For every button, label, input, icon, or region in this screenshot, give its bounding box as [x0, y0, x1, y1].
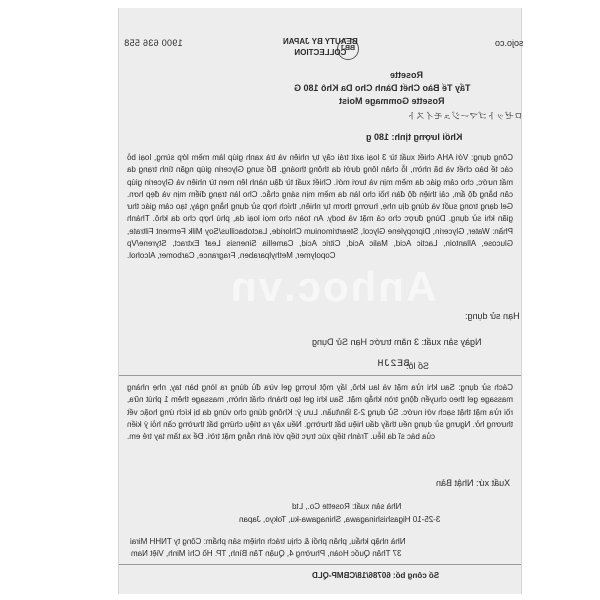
product-brand: Rosette: [390, 70, 424, 80]
lot-number: BE2JH: [377, 359, 410, 370]
importer-line-1: Nhà nhập khẩu, phân phối & chịu trách nhiệm sản phẩm: Công ty TNHH Mirai: [130, 537, 406, 546]
manufacture-date: Ngày sản xuất: 3 năm trước Hạn Sử Dụng: [312, 337, 482, 347]
label-sticker: [118, 8, 522, 594]
watermark-logo: Anhoc.vn: [229, 263, 437, 310]
product-name-ja: ロゼットゴマージュモイスト: [407, 111, 523, 121]
footer-divider: [119, 564, 521, 565]
brand-line-2: COLLECTION: [294, 48, 347, 57]
manufacturer-address: 3-25-10 Higashishinagawa, Shinagawa-ku, Tokyo, Japan: [239, 515, 441, 524]
brand-block: [283, 36, 358, 58]
net-weight: Khối lượng tịnh: 180 g: [366, 132, 463, 142]
lot-label: Số lô:: [406, 361, 430, 371]
manufacturer-name: Nhà sản xuất: Rosette Co., Ltd: [292, 502, 402, 511]
brand-seal-icon: BBJ: [337, 38, 359, 60]
origin-text: Xuất xứ: Nhật Bản: [436, 478, 511, 488]
section-divider: [119, 375, 521, 376]
product-name-en: Rosette Gommage Moist: [339, 96, 445, 106]
expiry-label: Hạn sử dụng:: [465, 311, 520, 321]
product-name-vi: Tẩy Tế Bào Chết Dành Cho Da Khô 180 G: [294, 83, 471, 93]
brand-line-1: BEAUTY BY JAPAN: [283, 37, 358, 46]
description-paragraph: Công dụng: Với AHA chiết xuất từ 3 loại axit trái cây tự nhiên và trà xanh giúp làm mềm lớp sừng, loại bỏ các tế bào chết và bã nhờn, lỗ chân lông dưới da thông thoáng. Bổ sung Glycerin giúp ngăn tình trạng da mất nước, cho cảm giác da mềm mịn và tươi mới. Chiết xuất từ đậu nành lên men từ nhiên và Glycerin giúp cân bằng độ ẩm, cải thiện độ đàn hồi cho làn da mềm mịn sáng chắc. Cho làn trạng điểm mịn và đẹp hơn. Gel dạng trong suốt và dùng dịu nhẹ, hương thơm tự nhiên, thích hợp sử dụng hằng ngày, tạo cảm giác thư giãn khi sử dụng. Dùng được cho cả mặt và body. An toàn cho mọi loại da, phù hợp cho da khô. Thành Phần: Water, Glycerin, Dipropylene Glycol, Steartrimonium Chloride, Lactobacillus/Soy Milk Ferment Filtrate, Glucose, Allantoin, Lactic Acid, Malic Acid, Citric Acid, Camellia Sinensis Leaf Extract, Styrene/Vp Copolymer, Methylparaben, Fragrance, Carbomer, Alcohol.: [127, 153, 513, 261]
website-text[interactable]: sojo.co: [495, 38, 524, 48]
importer-line-2: 37 Thân Quốc Hoàn, Phường 4, Quận Tân Bình, TP. Hồ Chí Minh, Việt Nam: [131, 549, 402, 558]
usage-instructions: Cách sử dụng: Sau khi rửa mặt và lau khô, lấy một lượng gel vừa đủ dùng ra lòng bàn tay, nhẹ nhàng massage gel theo chuyển động tròn khắp mặt. Sau khi gel tạo thành chất nhờn, massage thêm 1 phút nữa, rồi rửa mặt thật sạch với nước. Sử dụng 2-3 lần/tuần. Lưu ý: Không dùng cho vùng da bị kích ứng hoặc vết thương hở. Ngưng sử dụng nếu thấy dấu hiệu bất thường. Nếu xảy ra triệu chứng bất thường cần hỏi ý kiến của bác sĩ da liễu. Tránh tiếp xúc trực tiếp với ánh nắng mặt trời. Để xa tầm tay trẻ em.: [127, 383, 513, 442]
hotline-number: 1900 636 558: [124, 38, 183, 48]
registration-number: Số công bố: 60786/18/CBMP-QLD: [312, 571, 440, 580]
